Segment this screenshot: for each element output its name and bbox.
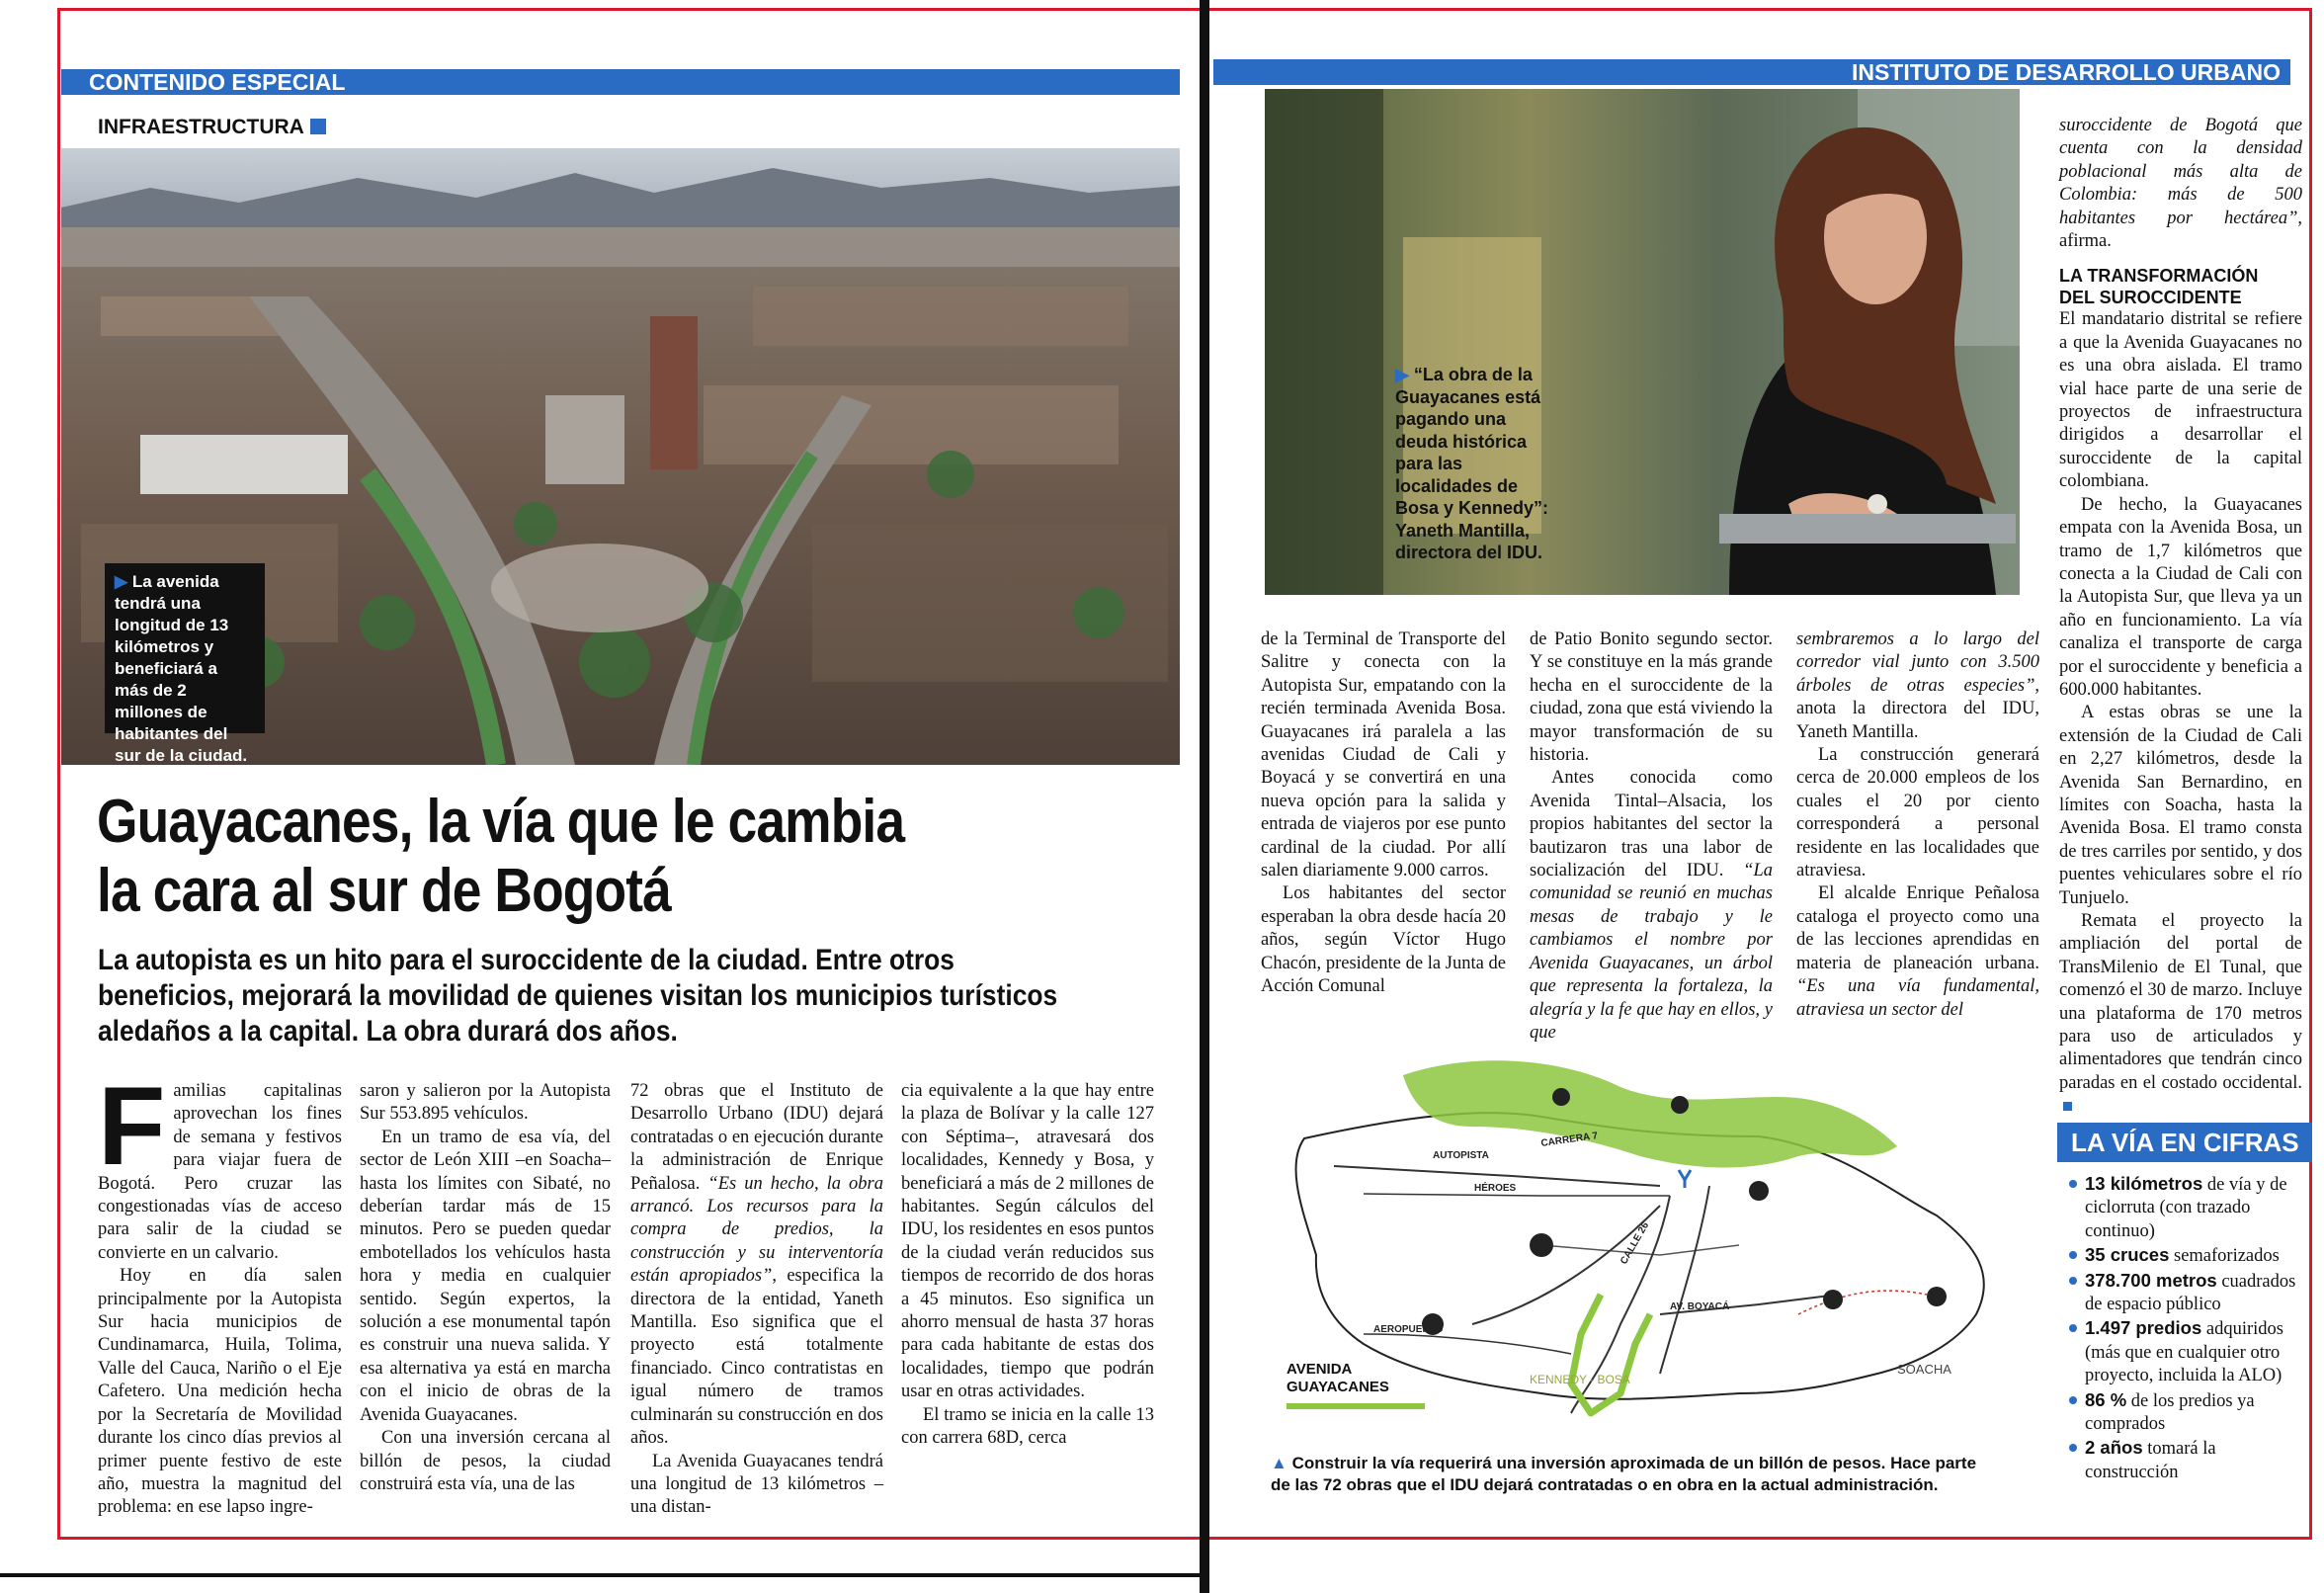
right-col4-p2: El mandatario distrital se refiere a que la Avenida Guayacanes no es una obra aislada. El tramo vial hace parte de una serie de proyectos de infraestructura dirigidos a desarrollar el suroccidente de la capital colombiana.	[2059, 309, 2302, 492]
left-column-3	[630, 1080, 883, 1520]
left-col2-p1: saron y salieron por la Autopista Sur 553.895 vehículos.	[360, 1081, 611, 1125]
right-col3-p3a: El alcalde Enrique Peñalosa cataloga el proyecto como una de las lecciones aprendidas en materia de planeación urbana.	[1796, 883, 2039, 973]
section-label	[98, 115, 326, 140]
end-square-icon	[2063, 1102, 2072, 1111]
cifras-item-bold: 13 kilómetros	[2085, 1173, 2203, 1194]
cifras-item-text: cuadrados de espacio público	[2085, 1271, 2296, 1315]
section-square-icon	[310, 119, 326, 134]
cifras-item-text: de vía y de ciclorruta (con trazado continuo)	[2085, 1175, 2287, 1241]
right-column-4	[2059, 115, 2302, 1119]
map-legend-line-2: GUAYACANES	[1286, 1379, 1389, 1395]
right-section-band-text: INSTITUTO DE DESARROLLO URBANO	[1851, 59, 2281, 85]
route-map-svg	[1245, 1048, 2026, 1447]
right-col3-p2: La construcción generará cerca de 20.000 empleos de los cuales el 20 por ciento corresponderá a personal residente en las localidades que atraviesa.	[1796, 745, 2039, 881]
cifras-item-text: semaforizados	[2169, 1246, 2280, 1267]
cifras-item	[2067, 1172, 2306, 1243]
right-col2-p2a: Antes conocida como Avenida Tintal–Alsacia, los propios habitantes del sector la bautizaron tras una labor de socialización del IDU.	[1530, 768, 1773, 881]
map-label-carrera7: CARRERA 7	[1539, 1131, 1599, 1149]
right-col4-p5: Remata el proyecto la ampliación del portal de TransMilenio de El Tunal, que comenzó el 30 de marzo. Incluye una plataforma de 170 metros para uso de articulados y alimentadores que tendrán cinco paradas en el costado occidental.	[2059, 911, 2302, 1093]
right-col4-p1b: , afirma.	[2059, 208, 2302, 252]
right-col4-p4: A estas obras se une la extensión de la Ciudad de Cali en 2,27 kilómetros, desde la Avenida San Bernardino, en límites con Soacha, hasta la Avenida Bosa. El tramo consta de tres carriles por sentido, y dos puentes vehiculares sobre el río Tunjuelo.	[2059, 703, 2302, 908]
left-column-4	[901, 1080, 1154, 1451]
left-column-2	[360, 1080, 611, 1496]
page-gutter	[1200, 0, 1209, 1593]
cifras-item-bold: 86 %	[2085, 1388, 2127, 1410]
map-label-kennedy-bosa: KENNEDY - BOSA	[1530, 1373, 1630, 1386]
left-section-band-text: CONTENIDO ESPECIAL	[89, 69, 346, 95]
right-column-2	[1530, 629, 1773, 1045]
map-caption-text: Construir la vía requerirá una inversión aproximada de un billón de pesos. Hace parte de las 72 obras que el IDU dejará contratadas o en obra en la actual administración.	[1271, 1454, 1977, 1494]
left-col4-p2: El tramo se inicia en la calle 13 con carrera 68D, cerca	[901, 1404, 1154, 1449]
right-section-band	[1213, 59, 2290, 85]
map-legend-swatch	[1286, 1403, 1425, 1409]
right-col1-p2: Los habitantes del sector esperaban la obra desde hacía 20 años, según Víctor Hugo Chacón, presidente de la Junta de Acción Comunal	[1261, 883, 1506, 997]
map-legend-line-1: AVENIDA	[1286, 1361, 1353, 1378]
page-edge	[0, 1573, 1200, 1577]
cifras-item	[2067, 1269, 2306, 1317]
portrait-photo-image	[1265, 89, 2020, 595]
cifras-item-bold: 378.700 metros	[2085, 1269, 2217, 1291]
right-column-1	[1261, 629, 1506, 999]
cifras-item-bold: 35 cruces	[2085, 1244, 2170, 1266]
left-col3-p1a: 72 obras que el Instituto de Desarrollo Urbano (IDU) dejará contratadas o en ejecución durante la administración de Enrique Peñalosa.	[630, 1081, 883, 1194]
cifras-item	[2067, 1243, 2306, 1268]
cifras-item	[2067, 1436, 2306, 1484]
map-label-soacha: SOACHA	[1897, 1362, 1951, 1377]
portrait-photo	[1265, 89, 2020, 595]
map-caption-triangle-icon: ▲	[1271, 1454, 1287, 1472]
map-label-boyaca: AV. BOYACÁ	[1670, 1301, 1730, 1312]
drop-cap: F	[98, 1064, 166, 1188]
left-section-band	[61, 69, 1180, 95]
map-label-calle26: CALLE 26	[1618, 1220, 1652, 1267]
left-col1-p1: amilias capitalinas aprovechan los fines de semana y festivos para viajar fuera de Bogotá. Pero cruzar las congestionadas vías de acceso para salir de la ciudad se convierte en un calvario.	[98, 1081, 342, 1263]
headline-line-2: la cara al sur de Bogotá	[97, 857, 671, 925]
caption-triangle-icon: ▶	[115, 572, 128, 591]
right-col1-p1: de la Terminal de Transporte del Salitre y conecta con la Autopista Sur, empatando con la recién terminada Avenida Bosa. Guayacanes irá paralela a las avenidas Ciudad de Cali y Boyacá y se convertirá en una nueva opción para la salida y entrada de viajeros por ese punto cardinal de la ciudad. Por allí salen diariamente 9.000 carros.	[1261, 629, 1506, 881]
cifras-title: LA VÍA EN CIFRAS	[2057, 1123, 2312, 1162]
article-deck: La autopista es un hito para el suroccidente de la ciudad. Entre otros beneficios, mejorará la movilidad de quienes visitan los municipios turísticos aledaños a la capital. La obra durará dos años.	[98, 944, 1058, 1048]
cifras-item-text: tomará la construcción	[2085, 1439, 2216, 1482]
portrait-photo-caption-text: “La obra de la Guayacanes está pagando una deuda histórica para las localidades de Bosa y Kennedy”: Yaneth Mantilla, directora del IDU.	[1395, 365, 1549, 562]
aerial-photo-caption	[105, 563, 265, 765]
left-col1-p2: Hoy en día salen principalmente por la Autopista Sur hacia municipios de Cundinamarca, Huila, Tolima, Valle del Cauca, Nariño o el Eje Cafetero. Una medición hecha por la Secretaría de Movilidad durante los cinco días previos al primer puente festivo de este año, muestra la magnitud del problema: en ese lapso ingre-	[98, 1266, 342, 1518]
cifras-item-text: de los predios ya comprados	[2085, 1390, 2255, 1435]
right-col3-quote-2: “Es una vía fundamental, atraviesa un sector del	[1796, 976, 2039, 1020]
left-col4-p1: cia equivalente a la que hay entre la plaza de Bolívar y la calle 127 con Séptima–, atravesará dos localidades, Kennedy y Bosa, y beneficiará a más de 2 millones de habitantes. Según cálculos del IDU, los residentes en esos puntos de la ciudad verán reducidos sus tiempos de recorrido de dos horas a 45 minutos. Eso significa un ahorro mensual de hasta 37 horas para cada habitante de estas dos localidades, tiempo que podrán usar en otras actividades.	[901, 1081, 1154, 1402]
headline-line-1: Guayacanes, la vía que le cambia	[97, 788, 905, 856]
cifras-list	[2067, 1172, 2306, 1484]
aerial-photo-caption-text: La avenida tendrá una longitud de 13 kilómetros y beneficiará a más de 2 millones de habitantes del sur de la ciudad.	[115, 572, 248, 765]
right-column-3	[1796, 629, 2039, 1022]
caption-triangle-icon-2: ▶	[1395, 365, 1409, 384]
right-col2-p1: de Patio Bonito segundo sector. Y se constituye en la más grande hecha en el suroccidente de la ciudad, zona que está viviendo la mayor transformación de su historia.	[1530, 629, 1773, 766]
cifras-item-text: adquiridos (más que en cualquier otro proyecto, incluida la ALO)	[2085, 1319, 2283, 1386]
subhead-transformacion	[2059, 265, 2302, 308]
left-col3-p1b: , especifica la directora de la entidad, Yaneth Mantilla. Eso significa que el proyecto está totalmente financiado. Cinco contratistas en igual número de tramos culminarán su construcción en dos años.	[630, 1266, 883, 1449]
left-col2-p2: En un tramo de esa vía, del sector de León XIII –en Soacha– hasta los límites con Sibaté, no deberían tardar más de 15 minutos. Pero se pueden quedar embotellados los vehículos hasta hora y media en cualquier sentido. Según expertos, la solución a ese monumental tapón es construir una nueva salida. Y esa alternativa ya está en marcha con el inicio de obras de la Avenida Guayacanes.	[360, 1127, 611, 1425]
left-column-1	[98, 1064, 342, 1520]
map-label-heroes: HÉROES	[1474, 1183, 1517, 1194]
map-label-aeropuerto: AEROPUERTO	[1373, 1324, 1444, 1335]
right-col3-p1b: , anota la directora del IDU, Yaneth Mantilla.	[1796, 675, 2039, 742]
section-label-text: INFRAESTRUCTURA	[98, 116, 304, 138]
right-col4-p3: De hecho, la Guayacanes empata con la Avenida Bosa, un tramo de 1,7 kilómetros que conecta a la Ciudad de Cali con la Autopista Sur, que lleva ya un año en funcionamiento. La vía canaliza el transporte de carga por el suroccidente y beneficia a 600.000 habitantes.	[2059, 494, 2302, 700]
subhead-line-2: DEL SUROCCIDENTE	[2059, 288, 2242, 308]
left-col2-p3: Con una inversión cercana al billón de pesos, la ciudad construirá esta vía, una de las	[360, 1428, 611, 1494]
left-col3-quote: “Es un hecho, la obra arrancó. Los recursos para la compra de predios, la construcción y su interventoría están apropiados”	[630, 1173, 883, 1287]
right-col2-quote: “La comunidad se reunió en muchas mesas de trabajo y le cambiamos el nombre por Avenida Guayacanes, un árbol que representa la fortaleza, la alegría y la fe que hay en ellos, y que	[1530, 861, 1773, 1043]
portrait-photo-caption	[1395, 364, 1553, 564]
right-col4-quote: suroccidente de Bogotá que cuenta con la densidad poblacional más alta de Colombia: más de 500 habitantes por hectárea”	[2059, 116, 2302, 228]
map-caption	[1271, 1453, 1982, 1496]
cifras-item-bold: 1.497 predios	[2085, 1317, 2202, 1339]
route-map	[1245, 1048, 2026, 1447]
map-label-autopista: AUTOPISTA	[1433, 1150, 1489, 1161]
left-col3-p2: La Avenida Guayacanes tendrá una longitud de 13 kilómetros –una distan-	[630, 1451, 883, 1518]
subhead-line-1: LA TRANSFORMACIÓN	[2059, 266, 2259, 287]
cifras-item	[2067, 1316, 2306, 1387]
cifras-item	[2067, 1388, 2306, 1437]
right-col3-quote: sembraremos a lo largo del corredor vial junto con 3.500 árboles de otras especies”	[1796, 629, 2039, 696]
cifras-item-bold: 2 años	[2085, 1437, 2143, 1459]
